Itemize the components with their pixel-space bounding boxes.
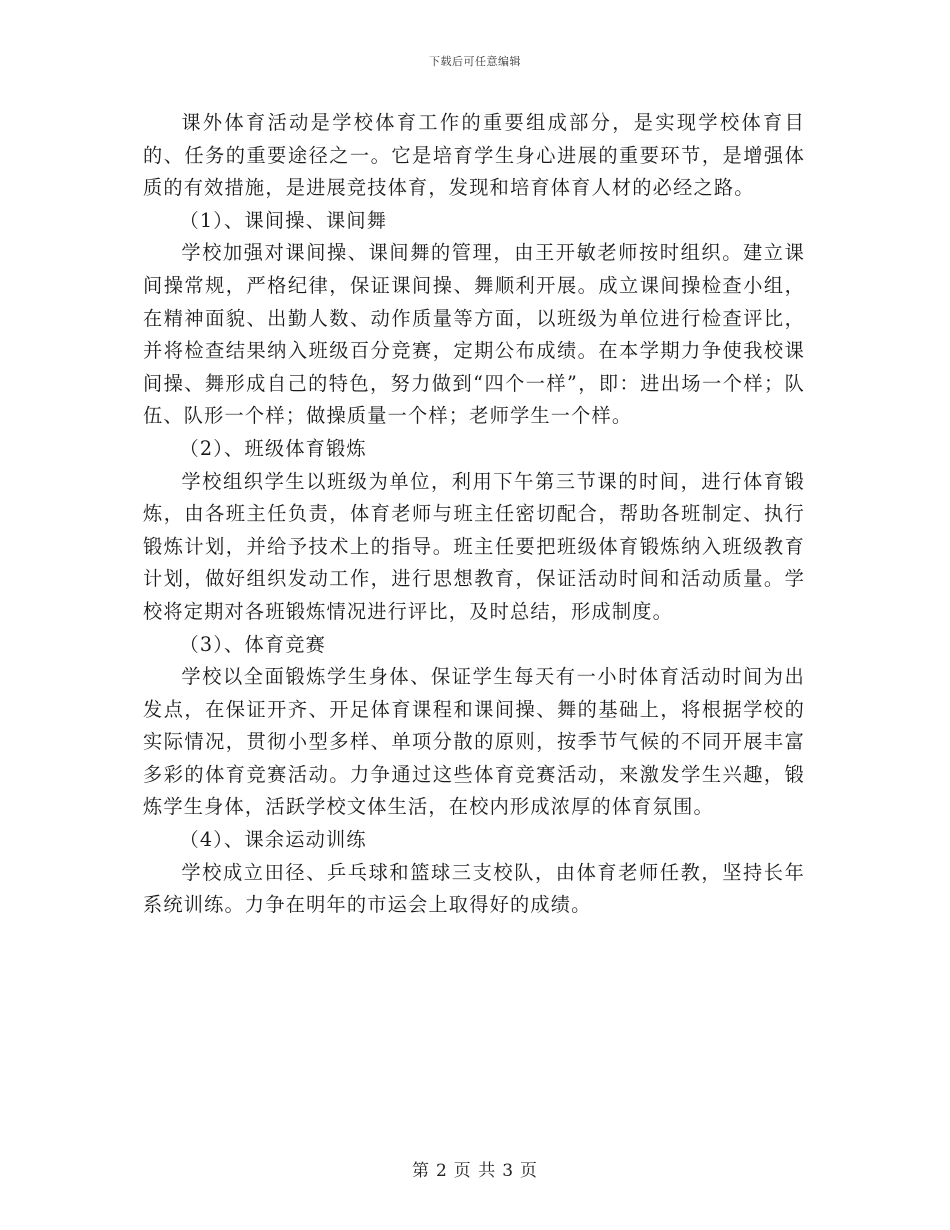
page-footer bbox=[0, 1156, 950, 1181]
document-body bbox=[143, 107, 805, 922]
page-header: 下载后可任意编辑 bbox=[429, 55, 521, 68]
page-number-current: 2 bbox=[435, 1161, 448, 1181]
section-body-1: 学校加强对课间操、课间舞的管理，由王开敏老师按时组织。建立课间操常规，严格纪律，保证课间操、舞顺利开展。成立课间操检查小组，在精神面貌、出勤人数、动作质量等方面，以班级为单位进行检查评比，并将检查结果纳入班级百分竞赛，定期公布成绩。在本学期力争使我校课间操、舞形成自己的特色，努力做到“四个一样”，即：进出场一个样；队伍、队形一个样；做操质量一个样；老师学生一个样。 bbox=[143, 241, 805, 428]
section-heading-4: （4）、课余运动训练 bbox=[179, 828, 367, 852]
intro-paragraph: 课外体育活动是学校体育工作的重要组成部分，是实现学校体育目的、任务的重要途径之一。它是培育学生身心进展的重要环节，是增强体质的有效措施，是进展竞技体育，发现和培育体育人材的必经之路。 bbox=[143, 111, 805, 200]
page-label-suffix: 页 bbox=[520, 1161, 539, 1181]
page-label-prefix: 第 bbox=[411, 1161, 430, 1181]
page-label-mid: 页 共 bbox=[453, 1161, 497, 1181]
section-body-2: 学校组织学生以班级为单位，利用下午第三节课的时间，进行体育锻炼，由各班主任负责，体育老师与班主任密切配合，帮助各班制定、执行锻炼计划，并给予技术上的指导。班主任要把班级体育锻炼纳入班级教育计划，做好组织发动工作，进行思想教育，保证活动时间和活动质量。学校将定期对各班锻炼情况进行评比，及时总结，形成制度。 bbox=[143, 469, 805, 623]
section-body-3: 学校以全面锻炼学生身体、保证学生每天有一小时体育活动时间为出发点，在保证开齐、开足体育课程和课间操、舞的基础上，将根据学校的实际情况，贯彻小型多样、单项分散的原则，按季节气候的不同开展丰富多彩的体育竞赛活动。力争通过这些体育竞赛活动，来激发学生兴趣，锻炼学生身体，活跃学校文体生活，在校内形成浓厚的体育氛围。 bbox=[143, 665, 805, 819]
section-body-4: 学校成立田径、乒乓球和篮球三支校队，由体育老师任教，坚持长年系统训练。力争在明年的市运会上取得好的成绩。 bbox=[143, 860, 805, 917]
section-heading-2: （2）、班级体育锻炼 bbox=[179, 436, 367, 460]
section-heading-1: （1）、课间操、课间舞 bbox=[179, 208, 388, 232]
page-number-total: 3 bbox=[502, 1161, 515, 1181]
section-heading-3: （3）、体育竞赛 bbox=[179, 632, 326, 656]
